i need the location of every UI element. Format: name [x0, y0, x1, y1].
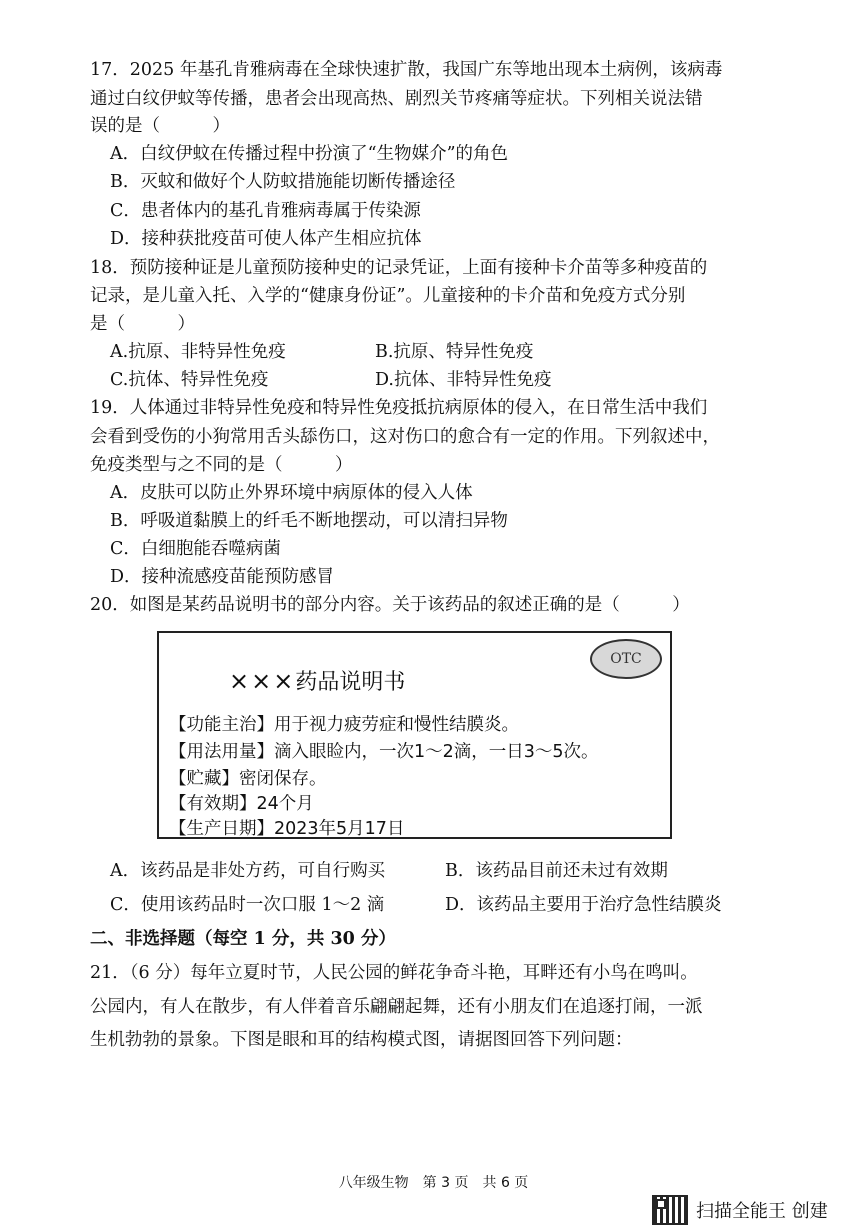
q17-option-c: C．患者体内的基孔肯雅病毒属于传染源 — [110, 201, 421, 221]
q21-line1: 21．（6 分）每年立夏时节，人民公园的鲜花争奇斗艳，耳畔还有小鸟在鸣叫。 — [90, 963, 698, 983]
drug-label-function: 【功能主治】用于视力疲劳症和慢性结膜炎。 — [169, 715, 519, 735]
q21-line3: 生机勃勃的景象。下图是眼和耳的结构模式图，请据图回答下列问题： — [90, 1030, 633, 1050]
drug-label-box — [157, 631, 672, 839]
page-footer: 八年级生物 第 3 页 共 6 页 — [338, 1175, 529, 1191]
q18-option-a: A.抗原、非特异性免疫 — [110, 342, 286, 362]
q20-line1: 20．如图是某药品说明书的部分内容。关于该药品的叙述正确的是（ ） — [90, 595, 690, 615]
q20-option-d: D．该药品主要用于治疗急性结膜炎 — [445, 895, 722, 915]
section-heading: 二、非选择题（每空 1 分，共 30 分） — [90, 929, 396, 949]
q21-line2: 公园内，有人在散步，有人伴着音乐翩翩起舞，还有小朋友们在追逐打闹，一派 — [90, 997, 703, 1017]
q17-line3: 误的是（ ） — [90, 116, 230, 136]
q19-option-a: A．皮肤可以防止外界环境中病原体的侵入人体 — [110, 483, 473, 503]
q17-line1: 17．2025 年基孔肯雅病毒在全球快速扩散，我国广东等地出现本土病例，该病毒 — [90, 60, 723, 80]
drug-label-dosage: 【用法用量】滴入眼睑内，一次1～2滴，一日3～5次。 — [169, 742, 599, 762]
q19-option-b: B．呼吸道黏膜上的纤毛不断地摆动，可以清扫异物 — [110, 511, 508, 531]
drug-label-storage: 【贮藏】密闭保存。 — [169, 769, 327, 789]
otc-badge: OTC — [590, 639, 662, 679]
q20-option-c: C．使用该药品时一次口服 1～2 滴 — [110, 895, 385, 915]
q17-option-a: A．白纹伊蚊在传播过程中扮演了“生物媒介”的角色 — [110, 144, 509, 164]
drug-label-production-date: 【生产日期】2023年5月17日 — [169, 819, 405, 839]
q18-option-d: D.抗体、非特异性免疫 — [375, 370, 552, 390]
q18-option-c: C.抗体、特异性免疫 — [110, 370, 269, 390]
drug-label-title-mark: ××× — [229, 667, 296, 695]
scanner-watermark: 扫描全能王 创建 — [696, 1201, 828, 1222]
q18-line2: 记录，是儿童入托、入学的“健康身份证”。儿童接种的卡介苗和免疫方式分别 — [90, 286, 686, 306]
q20-option-a: A．该药品是非处方药，可自行购买 — [110, 861, 386, 881]
q19-line2: 会看到受伤的小狗常用舌头舔伤口，这对伤口的愈合有一定的作用。下列叙述中， — [90, 427, 720, 447]
q20-option-b: B．该药品目前还未过有效期 — [445, 861, 668, 881]
q18-option-b: B.抗原、特异性免疫 — [375, 342, 534, 362]
q17-option-d: D．接种获批疫苗可使人体产生相应抗体 — [110, 229, 422, 249]
q19-option-d: D．接种流感疫苗能预防感冒 — [110, 567, 335, 587]
q19-option-c: C．白细胞能吞噬病菌 — [110, 539, 281, 559]
drug-label-title-text: 药品说明书 — [295, 670, 406, 695]
q19-line3: 免疫类型与之不同的是（ ） — [90, 455, 353, 475]
q17-line2: 通过白纹伊蚊等传播，患者会出现高热、剧烈关节疼痛等症状。下列相关说法错 — [90, 89, 703, 109]
q18-line3: 是（ ） — [90, 314, 195, 334]
drug-label-title — [229, 665, 405, 696]
q18-line1: 18．预防接种证是儿童预防接种史的记录凭证，上面有接种卡介苗等多种疫苗的 — [90, 258, 708, 278]
drug-label-validity: 【有效期】24个月 — [169, 794, 314, 814]
qr-code-icon — [652, 1195, 688, 1225]
q19-line1: 19．人体通过非特异性免疫和特异性免疫抵抗病原体的侵入，在日常生活中我们 — [90, 398, 708, 418]
q17-option-b: B．灭蚊和做好个人防蚊措施能切断传播途径 — [110, 172, 456, 192]
